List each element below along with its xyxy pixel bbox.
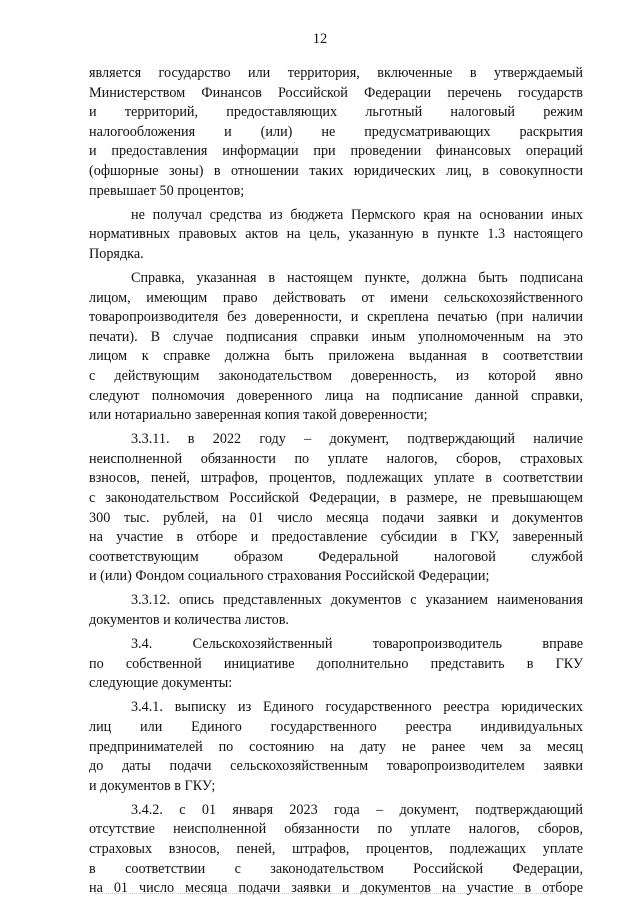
text-line: и документов в ГКУ; [89, 777, 216, 794]
text-line: следующие документы: [89, 675, 233, 692]
paragraph-certificate-signing [89, 269, 583, 426]
document-body [89, 64, 583, 903]
text-line: и предоставления информации при проведении финансовых операций [89, 143, 583, 160]
text-line: на 01 число месяца подачи заявки и документов на участие в отборе [89, 880, 583, 897]
paragraph-3-4-2 [89, 801, 583, 899]
text-line: налогообложения и (или) не предусматривающих раскрытия [89, 123, 583, 140]
text-line: с действующим законодательством доверенность, из которой явно [89, 367, 583, 384]
text-line: и территорий, предоставляющих льготный налоговый режим [89, 104, 583, 121]
text-line: (офшорные зоны) в отношении таких юридических лиц, в совокупности [89, 162, 583, 179]
paragraph-budget-funds [89, 206, 583, 265]
text-line: печати). В случае подписания справки иным уполномоченным на это [89, 328, 583, 345]
text-line: с законодательством Российской Федерации, в размере, не превышающем [89, 489, 583, 506]
paragraph-3-3-11 [89, 430, 583, 587]
scan-edge-artifact [95, 893, 555, 895]
text-line: неисполненной обязанности по уплате налогов, сборов, страховых [89, 450, 583, 467]
text-line: Министерством Финансов Российской Федерации перечень государств [89, 84, 583, 101]
page-number: 12 [312, 31, 328, 47]
text-line: страховых взносов, пеней, штрафов, процентов, подлежащих уплате [89, 841, 583, 858]
text-line: на участие в отборе и предоставление субсидии в ГКУ, заверенный [89, 529, 583, 546]
text-line: 3.3.11. в 2022 году – документ, подтверждающий наличие [131, 431, 583, 448]
text-line: взносов, пеней, штрафов, процентов, подлежащих уплате в соответствии [89, 470, 583, 487]
text-line: лицом к справке должна быть приложена выданная в соответствии [89, 348, 583, 365]
text-line: нормативных правовых актов на цель, указанную в пункте 1.3 настоящего [89, 226, 583, 243]
text-line: 3.4.1. выписку из Единого государственного реестра юридических [131, 699, 583, 716]
text-line: Справка, указанная в настоящем пункте, должна быть подписана [131, 269, 583, 286]
paragraph-3-4-1 [89, 698, 583, 796]
text-line: документов и количества листов. [89, 612, 289, 629]
text-line: до даты подачи сельскохозяйственным товаропроизводителем заявки [89, 758, 583, 775]
text-line: 3.4.2. с 01 января 2023 года – документ, подтверждающий [131, 801, 583, 818]
text-line: и (или) Фондом социального страхования Российской Федерации; [89, 568, 490, 585]
text-line: превышает 50 процентов; [89, 182, 245, 199]
paragraph-offshore-share [89, 64, 583, 201]
text-line: 3.3.12. опись представленных документов с указанием наименования [131, 592, 583, 609]
text-line: следуют полномочия доверенного лица на подписание данной справки, [89, 387, 583, 404]
text-line: лицом, имеющим право действовать от имени сельскохозяйственного [89, 289, 583, 306]
text-line: предпринимателей по состоянию на дату не ранее чем за месяц [89, 738, 583, 755]
text-line: является государство или территория, включенные в утверждаемый [89, 65, 583, 81]
text-line: 3.4. Сельскохозяйственный товаропроизводитель вправе [131, 636, 583, 653]
text-line: по собственной инициативе дополнительно представить в ГКУ [89, 655, 583, 672]
text-line: Порядка. [89, 245, 144, 262]
text-line: товаропроизводителя без доверенности, и скреплена печатью (при наличии [89, 309, 583, 326]
text-line: отсутствие неисполненной обязанности по уплате налогов, сборов, [89, 821, 583, 838]
text-line: или нотариально заверенная копия такой доверенности; [89, 407, 428, 424]
paragraph-3-4 [89, 635, 583, 694]
paragraph-3-3-12 [89, 591, 583, 630]
text-line: лиц или Единого государственного реестра индивидуальных [89, 719, 583, 735]
text-line: в соответствии с законодательством Российской Федерации, [89, 860, 583, 877]
text-line: соответствующим образом Федеральной налоговой службой [89, 548, 583, 565]
text-line: не получал средства из бюджета Пермского края на основании иных [131, 206, 583, 223]
text-line: 300 тыс. рублей, на 01 число месяца подачи заявки и документов [89, 509, 583, 526]
